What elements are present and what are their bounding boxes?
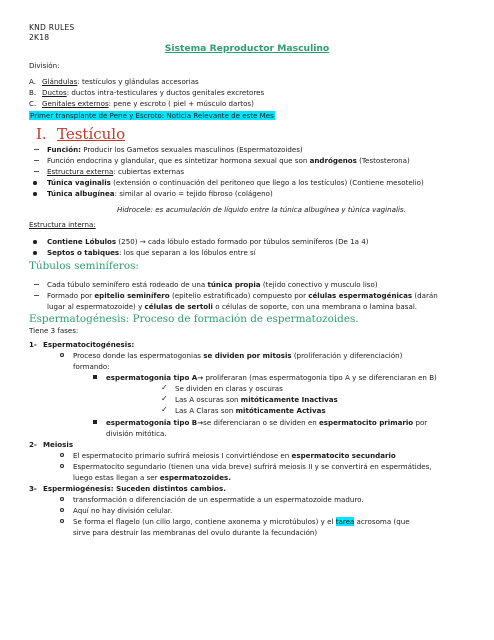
fase-3-item-1: transformación o diferenciación de un espermatide a un espermatozoide maduro. — [73, 495, 364, 504]
checkmark-icon: ✓ — [161, 394, 168, 403]
fase-1-proceso: Proceso donde las espermatogonias se dividen por mitosis (proliferación y diferenciación) — [73, 351, 403, 360]
dash-bullet — [34, 160, 39, 161]
testiculo-item-funcion: Función: Producir los Gametos sexuales masculinos (Espermatozoides) — [47, 145, 303, 154]
fase-1-title: 1- Espermatocitogénesis: — [29, 340, 135, 349]
checkmark-icon: ✓ — [161, 383, 168, 392]
bullet-square — [93, 375, 97, 379]
fase-1-check-3: Las A Claras son mitóticamente Activas — [175, 406, 326, 415]
interna-item-lobulos: Contiene Lóbulos (250) → cada lóbulo estado formado por túbulos seminíferos (De 1a 4) — [47, 237, 369, 246]
dash-bullet — [34, 149, 39, 150]
interna-item-septos: Septos o tabiques: los que separan a los lóbulos entre sí — [47, 248, 256, 257]
fase-1-check-1: Se dividen en claras y oscuras — [175, 384, 283, 393]
fases-label: Tiene 3 fases: — [29, 326, 79, 335]
testiculo-item-estructura-externa: Estructura externa: cubiertas externas — [47, 167, 185, 176]
bullet-dot — [33, 192, 37, 196]
testiculo-item-endocrina: Función endocrina y glandular, que es sintetizar hormona sexual que son andrógenos (Testosterona) — [47, 156, 410, 165]
division-item-b: B. Ductos: ductos intra-testiculares y ductos genitales excretores — [29, 88, 265, 97]
fase-2-title: 2- Meiosis — [29, 440, 74, 449]
header-line-2: 2K18 — [29, 33, 50, 42]
checkmark-icon: ✓ — [161, 405, 168, 414]
section-espermatogenesis-heading: Espermatogénesis: Proceso de formación de espermatozoides. — [29, 313, 359, 325]
bullet-circle — [60, 519, 64, 523]
fase-1-check-2: Las A oscuras son mitóticamente Inactivas — [175, 395, 338, 404]
document-title: Sistema Reproductor Masculino — [164, 43, 330, 54]
dash-bullet — [34, 295, 39, 296]
section-tubulos-heading: Túbulos seminíferos: — [29, 260, 139, 272]
fase-3-item-2: Aquí no hay división celular. — [73, 506, 173, 515]
bullet-circle — [60, 497, 64, 501]
fase-1-tipo-b: espermatogonia tipo B→se diferenciaran o se dividen en espermatocito primario por — [106, 418, 428, 427]
estructura-interna-label: Estructura interna: — [29, 220, 96, 229]
tubulos-item-epitelio: Formado por epitelio seminífero (epitelio estratificado) compuesto por células espermatogénicas (darán — [47, 291, 438, 300]
division-item-a: A. Glándulas: testículos y glándulas accesorias — [29, 77, 199, 86]
bullet-circle — [60, 353, 64, 357]
dash-bullet — [34, 284, 39, 285]
dash-bullet — [34, 171, 39, 172]
bullet-circle — [60, 464, 64, 468]
fase-3-item-3-line2: sirve para destruir las membranas del ovulo durante la fecundación) — [73, 528, 318, 537]
testiculo-item-albuginea: Túnica albugínea: similar al ovario = tejido fibroso (colágeno) — [47, 189, 273, 198]
bullet-square — [93, 420, 97, 424]
division-item-c: C. Genitales externos: pene y escroto ( piel + músculo dartos) — [29, 99, 254, 108]
highlighted-note: Primer transplante de Pene y Escroto: Noticia Relevante de este Mes — [30, 111, 274, 120]
header-line-1: KND RULES — [29, 23, 75, 32]
fase-1-tipo-b-line2: división mitótica. — [106, 429, 167, 438]
hidrocele-note: Hidrocele: es acumulación de líquido entre la túnica albugínea y túnica vaginalis. — [117, 205, 406, 214]
bullet-circle — [60, 453, 64, 457]
section-testiculo-heading: I. Testículo — [36, 125, 126, 143]
fase-3-item-3: Se forma el flagelo (un cilio largo, contiene axonema y microtúbulos) y el tarea acrosoma (que — [73, 517, 410, 526]
fase-1-proceso-line2: formando: — [73, 362, 110, 371]
bullet-dot — [33, 251, 37, 255]
tubulos-item-epitelio-line2: lugar al espermatozoide) y células de sertoli o células de soporte, con una membrana o lamina basal. — [47, 302, 418, 311]
bullet-dot — [33, 240, 37, 244]
highlighted-word: tarea — [335, 517, 355, 526]
fase-2-item-1: El espermatocito primario sufrirá meiosis I convirtiéndose en espermatocito secundario — [73, 451, 396, 460]
fase-3-title: 3- Espermiogénesis: Suceden distintos cambios. — [29, 484, 226, 493]
division-label: División: — [29, 61, 60, 70]
fase-2-item-2-line2: luego estas llegan a ser espermatozoides. — [73, 473, 231, 482]
tubulos-item-tunica: Cada túbulo seminífero está rodeado de una túnica propia (tejido conectivo y musculo liso) — [47, 280, 378, 289]
bullet-dot — [33, 181, 37, 185]
testiculo-item-vaginalis: Túnica vaginalis (extensión o continuación del peritoneo que llego a los testículos) (Contiene mesotelio) — [47, 178, 424, 187]
bullet-circle — [60, 508, 64, 512]
fase-1-tipo-a: espermatogonia tipo A→ proliferaran (mas espermatogonia tipo A y se diferenciaran en B) — [106, 373, 437, 382]
fase-2-item-2: Espermatocito segundario (tienen una vida breve) sufrirá meiosis II y se convertirá en espermátides, — [73, 462, 432, 471]
